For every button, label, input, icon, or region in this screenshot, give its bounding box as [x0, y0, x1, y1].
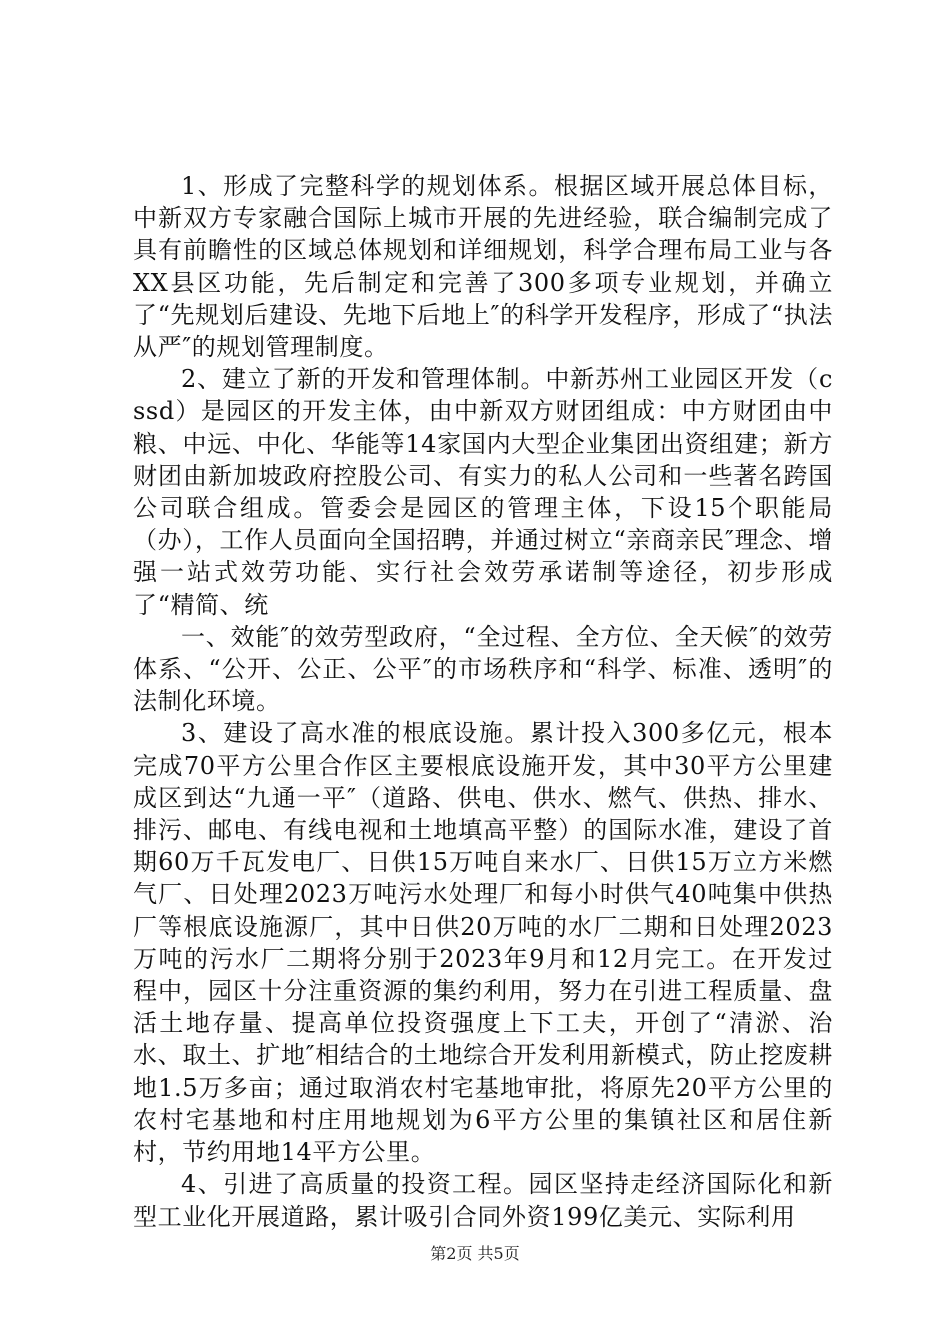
paragraph-planning-system: 1、形成了完整科学的规划体系。根据区域开展总体目标，中新双方专家融合国际上城市开展的先进经验，联合编制完成了具有前瞻性的区域总体规划和详细规划，科学合理布局工业与各XX县区功能，先后制定和完善了300多项专业规划，并确立了“先规划后建设、先地下后地上″的科学开发程序，形成了“执法从严″的规划管理制度。	[133, 172, 833, 362]
paragraph-investment: 4、引进了高质量的投资工程。园区坚持走经济国际化和新型工业化开展道路，累计吸引合同外资199亿美元、实际利用	[133, 1170, 833, 1231]
paragraph-efficiency-government: 一、效能″的效劳型政府，“全过程、全方位、全天候″的效劳体系、“公开、公正、公平″的市场秩序和“科学、标准、透明″的法制化环境。	[133, 622, 833, 716]
paragraph-infrastructure: 3、建设了高水准的根底设施。累计投入300多亿元，根本完成70平方公里合作区主要根底设施开发，其中30平方公里建成区到达“九通一平″（道路、供电、供水、燃气、供热、排水、排污、邮电、有线电视和土地填高平整）的国际水准，建设了首期60万千瓦发电厂、日供15万吨自来水厂、日供15万立方米燃气厂、日处理2023万吨污水处理厂和每小时供气40吨集中供热厂等根底设施源厂，其中日供20万吨的水厂二期和日处理2023万吨的污水厂二期将分别于2023年9月和12月完工。在开发过程中，园区十分注重资源的集约利用，努力在引进工程质量、盘活土地存量、提高单位投资强度上下工夫，开创了“清淤、治水、取土、扩地″相结合的土地综合开发利用新模式，防止挖废耕地1.5万多亩；通过取消农村宅基地审批，将原先20平方公里的农村宅基地和村庄用地规划为6平方公里的集镇社区和居住新村，节约用地14平方公里。	[133, 719, 833, 1167]
page-footer: 第2页 共5页	[430, 1244, 520, 1263]
document-body	[133, 170, 833, 1233]
paragraph-management-system: 2、建立了新的开发和管理体制。中新苏州工业园区开发（cssd）是园区的开发主体，由中新双方财团组成：中方财团由中粮、中远、中化、华能等14家国内大型企业集团出资组建；新方财团由新加坡政府控股公司、有实力的私人公司和一些著名跨国公司联合组成。管委会是园区的管理主体，下设15个职能局（办），工作人员面向全国招聘，并通过树立“亲商亲民″理念、增强一站式效劳功能、实行社会效劳承诺制等途径，初步形成了“精简、统	[133, 365, 833, 619]
